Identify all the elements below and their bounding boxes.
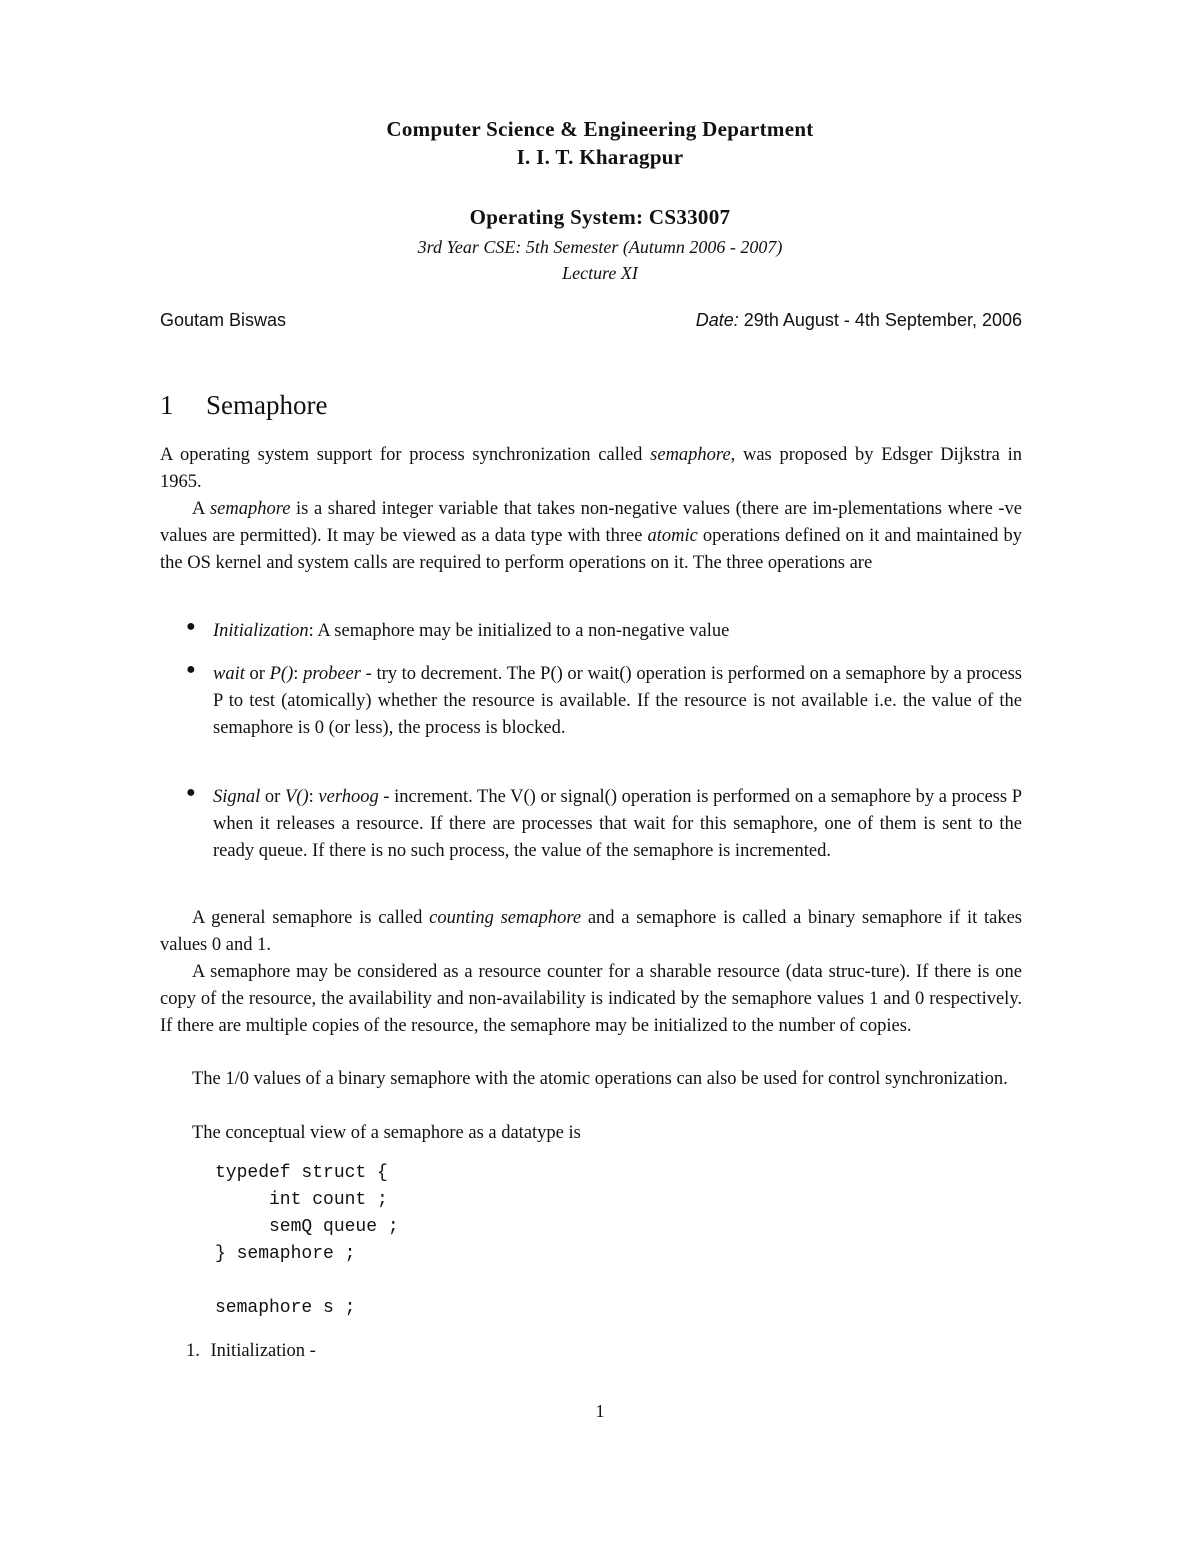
bullet-signal <box>186 784 1022 865</box>
emphasis: Initialization <box>213 621 309 641</box>
list-item-initialization <box>186 1341 316 1362</box>
emphasis: Signal <box>213 787 261 807</box>
text-run: or <box>244 664 270 684</box>
text-run: : A semaphore may be initialized to a non-negative value <box>308 621 730 641</box>
author-name: Goutam Biswas <box>160 310 287 330</box>
resource-counter-paragraph: A semaphore may be considered as a resource counter for a sharable resource (data struc-ture). If there is one copy of the resource, the availability and non-availability is indicated by the semaphore values 1 and 0 respectively. If there are multiple copies of the resource, the semaphore may be initialized to the number of copies. <box>160 962 1022 1036</box>
counting-semaphore-paragraph <box>160 905 1022 959</box>
section-heading <box>160 390 327 421</box>
bullet-icon: ● <box>186 784 196 801</box>
lecture-date <box>696 310 1022 331</box>
section-number: 1 <box>160 390 174 420</box>
emphasis: semaphore <box>209 499 291 519</box>
definition-paragraph <box>160 496 1022 577</box>
emphasis: wait <box>213 664 245 684</box>
emphasis: probeer <box>303 664 361 684</box>
lecture-line: Lecture XI <box>562 263 638 283</box>
datatype-intro-paragraph: The conceptual view of a semaphore as a datatype is <box>192 1123 581 1143</box>
text-run: - try to decrement. The P() or wait() operation is performed on a semaphore by a process P to test (atomically) whether the resource is available. If the resource is not available i.e. the value of the semaphore is 0 (or less), the process is blocked. <box>213 664 1022 738</box>
section-title: Semaphore <box>206 390 328 420</box>
emphasis: verhoog <box>318 787 379 807</box>
text-run: operations defined on it and maintained by the OS kernel and system calls are required to perform operations on it. The three operations are <box>160 526 1022 573</box>
text-run: and a semaphore is called a binary semaphore if it takes values 0 and 1. <box>160 908 1022 955</box>
text-run: is a shared integer variable that takes non-negative values (there are im-plementations where -ve values are permitted). It may be viewed as a data type with three <box>160 499 1022 546</box>
text-run: A general semaphore is called <box>192 908 430 928</box>
text-run: - increment. The V() or signal() operation is performed on a semaphore by a process P when it releases a resource. If there are processes that wait for this semaphore, one of them is sent to the ready queue. If there is no such process, the value of the semaphore is incremented. <box>213 787 1022 861</box>
institute-heading: I. I. T. Kharagpur <box>516 145 684 169</box>
text-run: A operating system support for process synchronization called <box>160 445 651 465</box>
emphasis: counting semaphore <box>429 908 582 928</box>
text-run: : <box>308 787 319 807</box>
emphasis: P() <box>269 664 294 684</box>
semaphore-code-block: typedef struct { int count ; semQ queue ; } semaphore ; semaphore s ; <box>215 1163 399 1318</box>
bullet-icon: ● <box>186 661 196 678</box>
department-heading: Computer Science & Engineering Department <box>386 117 814 141</box>
bullet-icon: ● <box>186 618 196 635</box>
emphasis: V() <box>284 787 309 807</box>
text-run: A <box>192 499 210 519</box>
semester-line: 3rd Year CSE: 5th Semester (Autumn 2006 - 2007) <box>417 237 783 257</box>
list-item-text: Initialization - <box>210 1341 316 1361</box>
date-label: Date: <box>695 310 739 330</box>
date-value: 29th August - 4th September, 2006 <box>743 310 1022 330</box>
bullet-wait <box>186 661 1022 742</box>
text-run: or <box>260 787 285 807</box>
list-item-number: 1. <box>186 1341 200 1361</box>
intro-paragraph <box>160 442 1022 496</box>
course-title: Operating System: CS33007 <box>469 205 731 229</box>
emphasis: semaphore <box>650 445 731 465</box>
bullet-initialization <box>186 618 1022 645</box>
emphasis: atomic <box>647 526 698 546</box>
page-number: 1 <box>595 1401 605 1421</box>
text-run: : <box>293 664 304 684</box>
text-run: , was proposed by Edsger Dijkstra in 1965. <box>160 445 1022 492</box>
control-sync-paragraph: The 1/0 values of a binary semaphore with the atomic operations can also be used for control synchronization. <box>192 1069 1008 1089</box>
